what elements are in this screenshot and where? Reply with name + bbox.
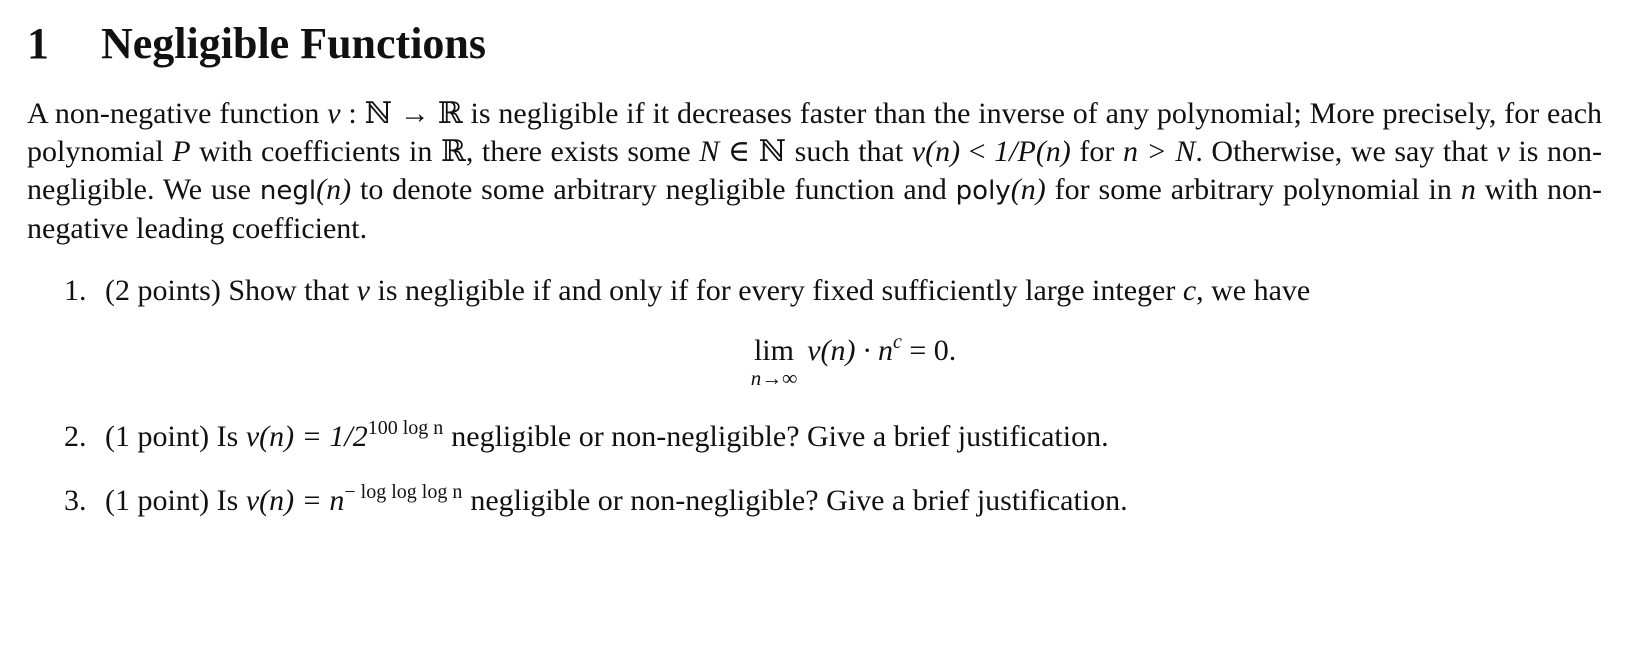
limit-expression bbox=[807, 330, 957, 368]
intro-text-6: for bbox=[1070, 134, 1123, 168]
intro-text-11: with non-negative leading coefficient. bbox=[27, 172, 1602, 245]
intro-text-10: for some arbitrary polynomial in bbox=[1045, 172, 1461, 206]
n-greater-than-N: n > N bbox=[1122, 134, 1196, 168]
poly-function: poly bbox=[955, 175, 1011, 206]
item-text: (1 point) Is bbox=[105, 483, 246, 517]
lim-word: lim bbox=[753, 333, 794, 367]
naturals-symbol: ℕ bbox=[758, 133, 787, 169]
item-number: 3. bbox=[64, 483, 87, 517]
colon-symbol: : bbox=[340, 96, 365, 130]
less-than-symbol: < bbox=[960, 134, 995, 168]
lim-subscript: n→∞ bbox=[750, 365, 798, 390]
intro-text-5: such that bbox=[786, 134, 912, 168]
nu-of-n: ν(n) bbox=[911, 134, 961, 168]
item-text: (2 points) Show that bbox=[105, 273, 357, 307]
list-item bbox=[27, 418, 1602, 456]
intro-text-8: is non-negligible. We use bbox=[27, 134, 1602, 206]
item-text: (1 point) Is bbox=[105, 419, 246, 453]
nu-symbol: ν bbox=[1496, 134, 1510, 168]
item-number: 2. bbox=[64, 419, 87, 453]
intro-text-7: . Otherwise, we say that bbox=[1195, 134, 1497, 168]
item-text: , we have bbox=[1196, 273, 1311, 307]
item-text: negligible or non-negligible? Give a brief justification. bbox=[470, 483, 1128, 517]
arrow-symbol: → bbox=[392, 96, 438, 130]
limit-exponent: c bbox=[892, 330, 902, 353]
polynomial-symbol: P bbox=[172, 134, 191, 168]
n-variable: n bbox=[1460, 172, 1476, 206]
section-title: Negligible Functions bbox=[101, 19, 487, 68]
limit-operator bbox=[751, 334, 797, 388]
inverse-polynomial: 1/P(n) bbox=[994, 134, 1071, 168]
list-item bbox=[27, 482, 1602, 520]
N-symbol: N bbox=[699, 134, 720, 168]
intro-paragraph bbox=[27, 95, 1602, 248]
item-formula: ν(n) = n bbox=[245, 483, 345, 517]
section-heading bbox=[27, 18, 1602, 71]
item-text: is negligible if and only if for every fixed sufficiently large integer bbox=[370, 273, 1183, 307]
c-variable: c bbox=[1182, 273, 1197, 307]
intro-text-4: , there exists some bbox=[465, 134, 700, 168]
item-exponent: − log log log n bbox=[344, 480, 463, 503]
limit-body: ν(n) · n bbox=[807, 333, 893, 367]
nu-symbol: ν bbox=[327, 96, 341, 130]
intro-text-2: is negligible if it decreases faster than the inverse of any polynomial; More precisely, for each polynomial bbox=[27, 96, 1603, 168]
limit-rhs: = 0. bbox=[901, 333, 957, 367]
nu-symbol: ν bbox=[356, 273, 370, 307]
intro-text-9: to denote some arbitrary negligible function and bbox=[351, 172, 956, 206]
negl-function: negl bbox=[259, 175, 317, 206]
page bbox=[27, 18, 1602, 520]
naturals-symbol: ℕ bbox=[364, 95, 393, 131]
poly-argument: (n) bbox=[1010, 172, 1046, 206]
item-formula: ν(n) = 1/2 bbox=[245, 419, 368, 453]
element-of-symbol: ∈ bbox=[719, 134, 759, 168]
problem-list bbox=[27, 272, 1602, 520]
list-item bbox=[27, 272, 1602, 390]
section-number: 1 bbox=[27, 19, 49, 68]
intro-text-1: A non-negative function bbox=[27, 96, 328, 130]
item-number: 1. bbox=[64, 273, 87, 307]
negl-argument: (n) bbox=[316, 172, 352, 206]
item-text: negligible or non-negligible? Give a brief justification. bbox=[451, 419, 1109, 453]
reals-symbol: ℝ bbox=[437, 95, 463, 131]
intro-text-3: with coefficients in bbox=[190, 134, 441, 168]
limit-equation bbox=[105, 330, 1602, 390]
reals-symbol: ℝ bbox=[440, 133, 466, 169]
item-exponent: 100 log n bbox=[367, 416, 444, 439]
